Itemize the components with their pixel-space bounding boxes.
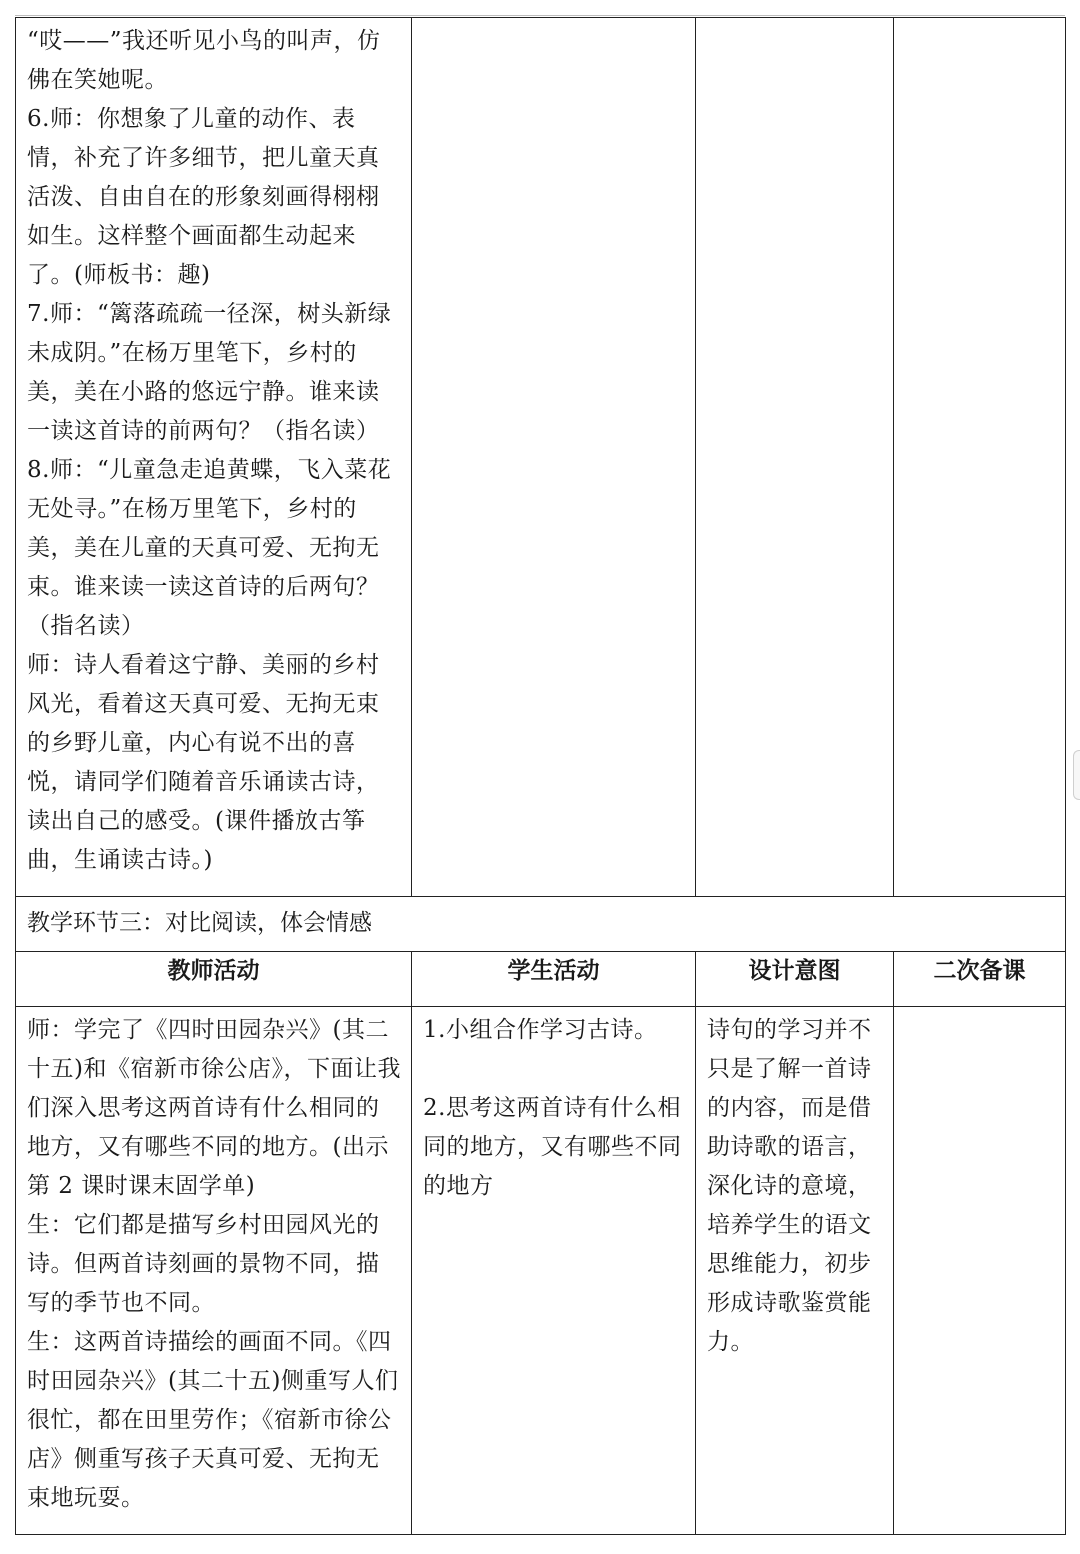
teacher-line: “哎——”我还听见小鸟的叫声，仿佛在笑她呢。: [27, 28, 381, 93]
continuation-student-cell: [412, 18, 696, 897]
student-line: 2.思考这两首诗有什么相同的地方，又有哪些不同的地方: [423, 1095, 682, 1199]
lesson-plan-table: [15, 17, 1066, 1535]
section-title: 教学环节三：对比阅读，体会情感: [27, 910, 372, 936]
header-second-prep: 二次备课: [894, 952, 1066, 1007]
header-design-intent: 设计意图: [696, 952, 894, 1007]
section-three-second-prep-cell: [894, 1007, 1066, 1535]
scroll-handle[interactable]: [1073, 750, 1080, 800]
teacher-line: 生：这两首诗描绘的画面不同。《四时田园杂兴》(其二十五)侧重写人们很忙，都在田里劳作；《宿新市徐公店》侧重写孩子天真可爱、无拘无束地玩耍。: [27, 1329, 399, 1511]
teacher-line: 8.师：“儿童急走追黄蝶，飞入菜花无处寻。”在杨万里笔下，乡村的美，美在儿童的天真可爱、无拘无束。谁来读一读这首诗的后两句？（指名读）: [27, 457, 392, 639]
teacher-line: 生：它们都是描写乡村田园风光的诗。但两首诗刻画的景物不同，描写的季节也不同。: [27, 1212, 380, 1316]
teacher-line: 7.师：“篱落疏疏一径深，树头新绿未成阴。”在杨万里笔下，乡村的美，美在小路的悠远宁静。谁来读一读这首诗的前两句？（指名读）: [27, 301, 392, 444]
teacher-line: 师：诗人看着这宁静、美丽的乡村风光，看着这天真可爱、无拘无束的乡野儿童，内心有说不出的喜悦，请同学们随着音乐诵读古诗，读出自己的感受。(课件播放古筝曲，生诵读古诗。): [27, 652, 380, 873]
header-teacher-activity: 教师活动: [16, 952, 412, 1007]
continuation-teacher-cell: [16, 18, 412, 897]
section-title-row: [16, 897, 1066, 952]
continuation-row: [16, 18, 1066, 897]
spacer: [423, 1050, 685, 1089]
design-intent-text: 诗句的学习并不只是了解一首诗的内容，而是借助诗歌的语言，深化诗的意境，培养学生的语文思维能力，初步形成诗歌鉴赏能力。: [707, 1017, 872, 1355]
column-header-row: [16, 952, 1066, 1007]
teacher-line: 6.师：你想象了儿童的动作、表情，补充了许多细节，把儿童天真活泼、自由自在的形象刻画得栩栩如生。这样整个画面都生动起来了。(师板书：趣): [27, 106, 380, 288]
student-line: 1.小组合作学习古诗。: [423, 1017, 658, 1043]
continuation-design-cell: [696, 18, 894, 897]
top-rule: [15, 15, 1065, 16]
section-title-cell: [16, 897, 1066, 952]
continuation-second-prep-cell: [894, 18, 1066, 897]
section-three-student-cell: [412, 1007, 696, 1535]
header-student-activity: 学生活动: [412, 952, 696, 1007]
section-three-content-row: [16, 1007, 1066, 1535]
teacher-line: 师：学完了《四时田园杂兴》(其二十五)和《宿新市徐公店》，下面让我们深入思考这两首诗有什么相同的地方，又有哪些不同的地方。(出示第 2 课时课末固学单): [27, 1017, 401, 1199]
section-three-design-cell: [696, 1007, 894, 1535]
section-three-teacher-cell: [16, 1007, 412, 1535]
